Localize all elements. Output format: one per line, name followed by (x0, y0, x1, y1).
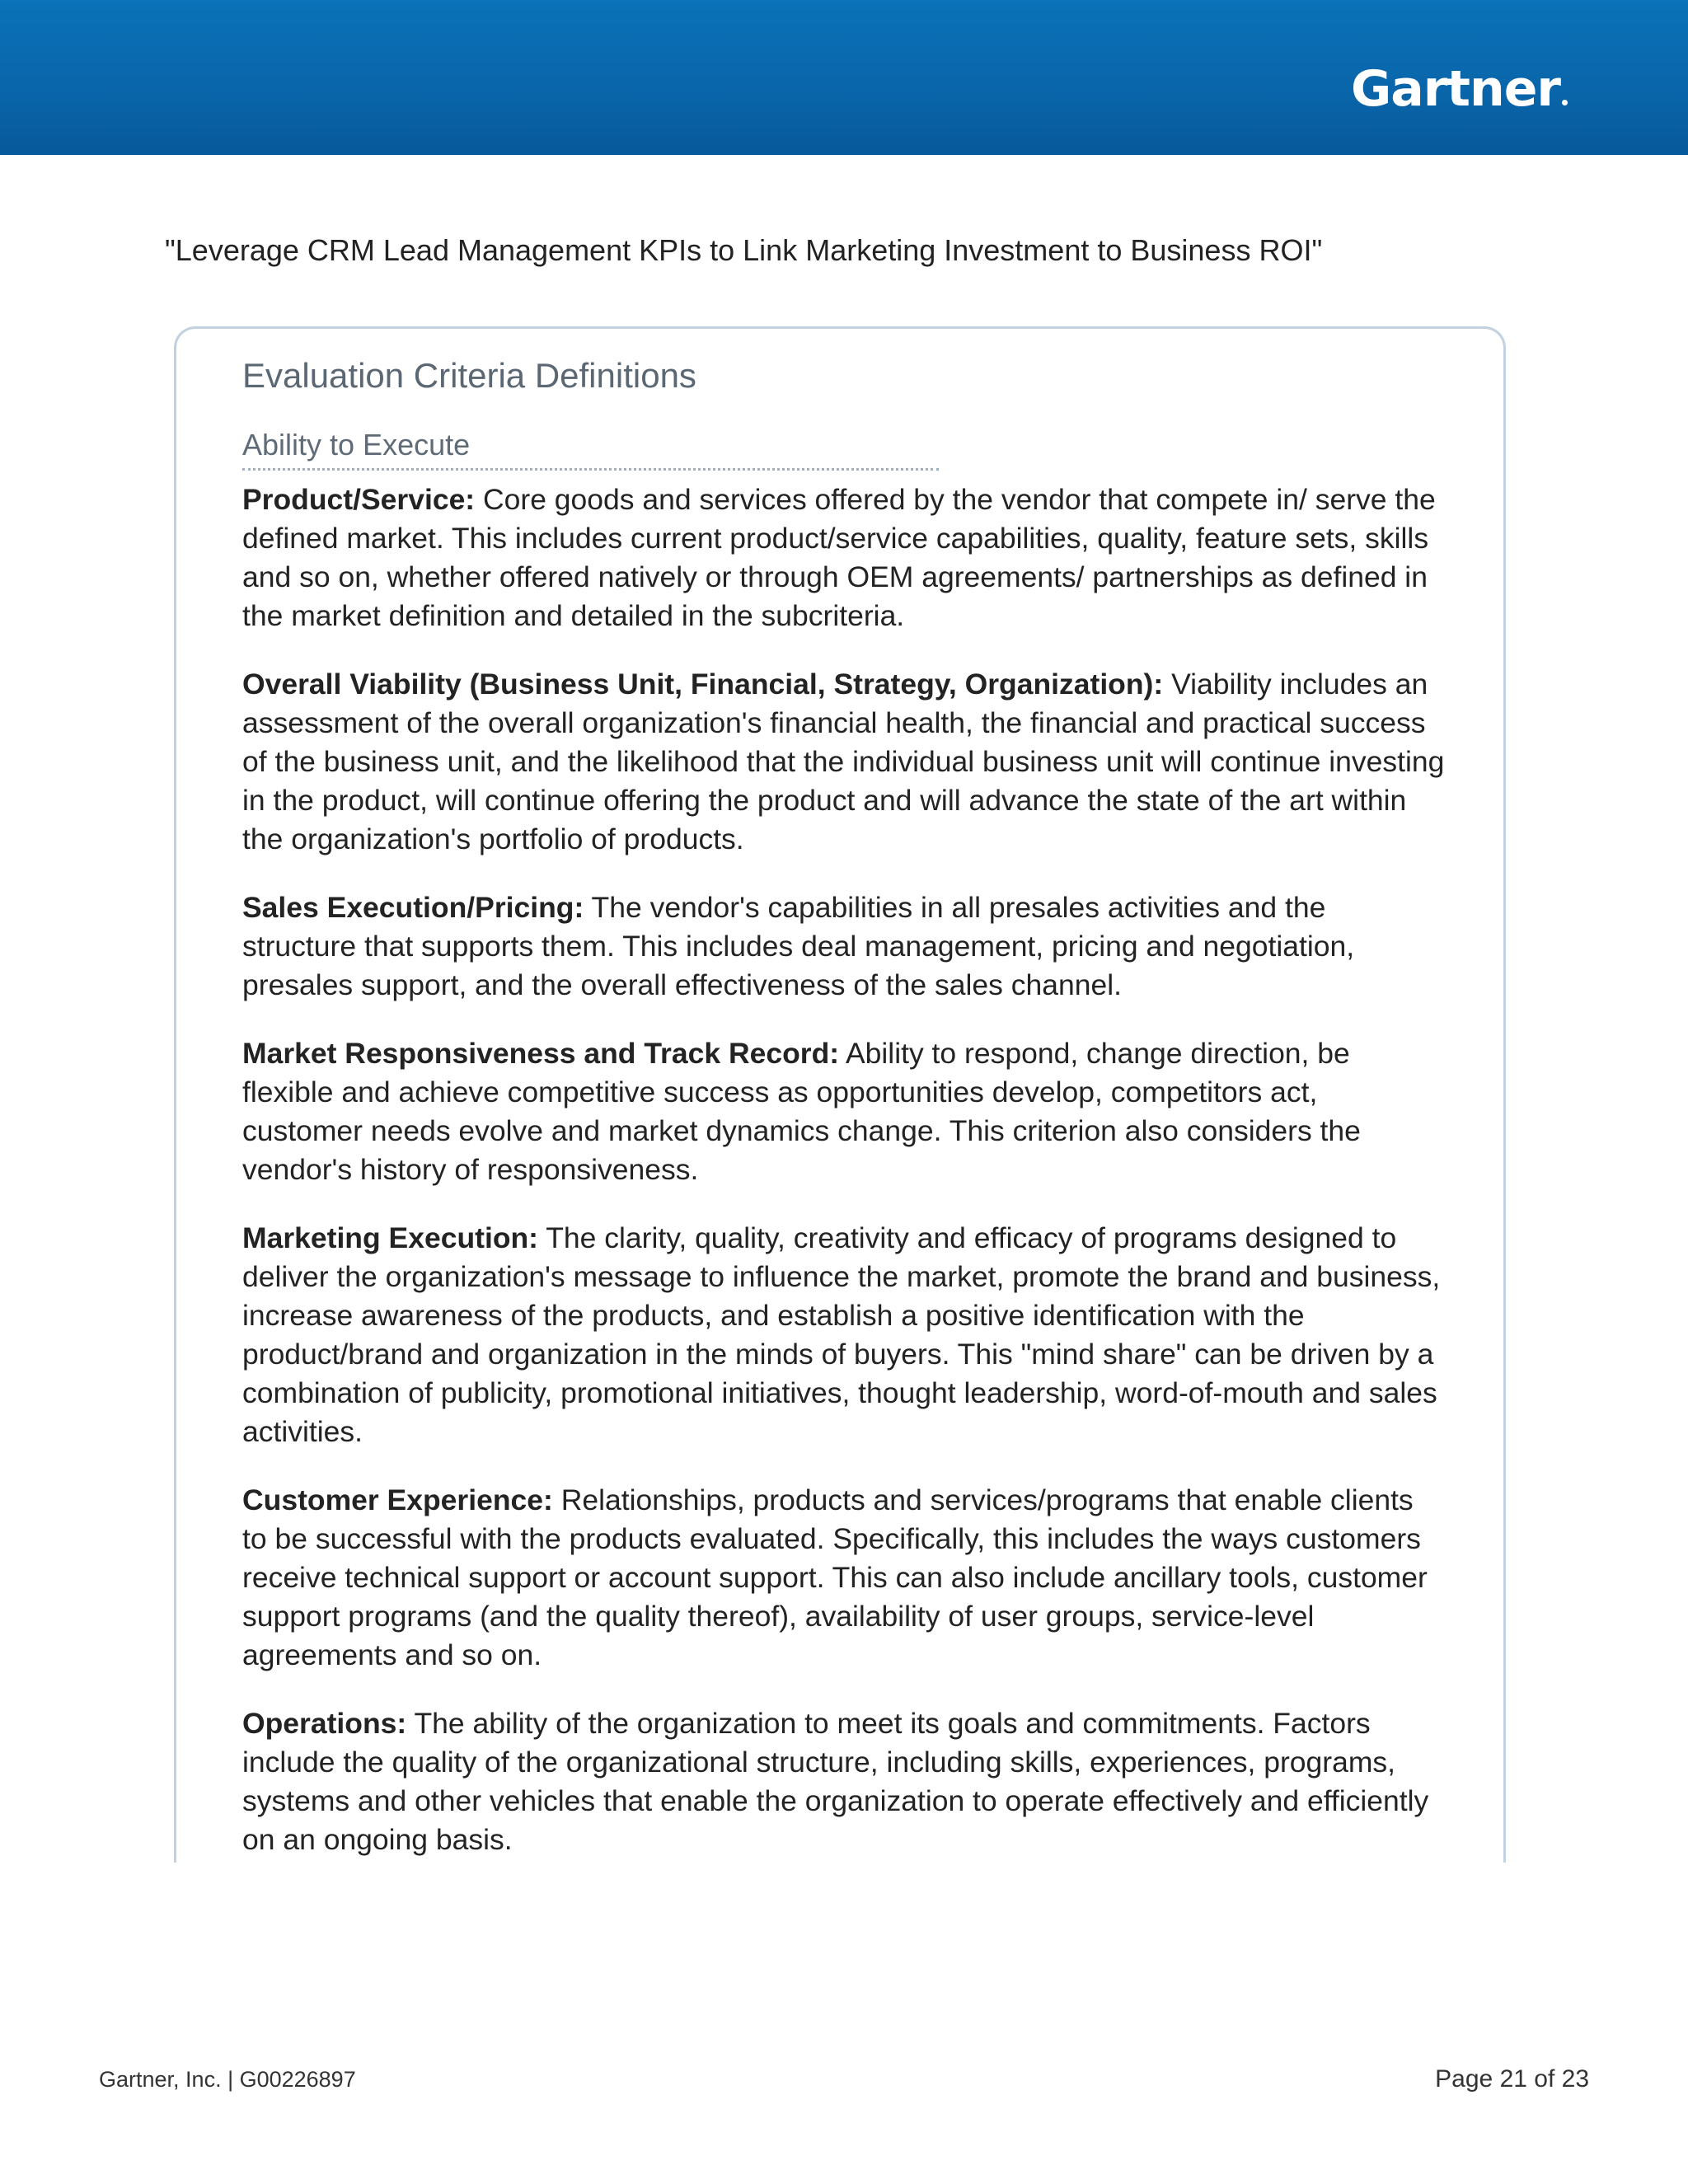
gartner-logo (1350, 60, 1568, 118)
criterion-customer-experience (242, 1481, 1446, 1675)
criterion-term: Marketing Execution: (242, 1221, 539, 1254)
criterion-text: The clarity, quality, creativity and efficacy of programs designed to deliver the organization's message to influence the market, promote the brand and business, increase awareness of the products, and establish a positive identification with the product/brand and organization in the minds of buyers. This "mind share" can be driven by a combination of publicity, promotional initiatives, thought leadership, word-of-mouth and sales activities. (242, 1221, 1441, 1448)
section-subheading: Ability to Execute (242, 427, 939, 471)
footer-document-id: Gartner, Inc. | G00226897 (99, 2067, 356, 2092)
criterion-term: Operations: (242, 1707, 407, 1740)
criterion-text: The ability of the organization to meet its goals and commitments. Factors include the quality of the organizational structure, including skills, experiences, programs, systems and other vehicles that enable the organization to operate effectively and efficiently on an ongoing basis. (242, 1707, 1429, 1856)
criterion-operations (242, 1704, 1446, 1859)
criterion-marketing-execution (242, 1219, 1446, 1451)
criterion-term: Sales Execution/Pricing: (242, 891, 584, 924)
document-title: "Leverage CRM Lead Management KPIs to Link Marketing Investment to Business ROI" (165, 233, 1323, 267)
criterion-term: Overall Viability (Business Unit, Financial, Strategy, Organization): (242, 668, 1164, 701)
panel-heading: Evaluation Criteria Definitions (242, 356, 696, 395)
criterion-market-responsiveness (242, 1034, 1446, 1189)
criterion-overall-viability (242, 665, 1446, 859)
criterion-sales-execution (242, 888, 1446, 1005)
header-bar (0, 0, 1688, 155)
logo-dot-icon (1562, 100, 1568, 105)
criterion-term: Market Responsiveness and Track Record: (242, 1037, 840, 1070)
criterion-term: Customer Experience: (242, 1483, 553, 1516)
criteria-list (242, 480, 1446, 1889)
criterion-text: Core goods and services offered by the vendor that compete in/ serve the defined market. This includes current product/service capabilities, quality, feature sets, skills and so on, whether offered natively or through OEM agreements/ partnerships as defined in the market definition and detailed in the subcriteria. (242, 483, 1436, 632)
criterion-product-service (242, 480, 1446, 635)
logo-text: Gartner (1350, 60, 1560, 118)
criterion-text: The vendor's capabilities in all presales activities and the structure that supports them. This includes deal management, pricing and negotiation, presales support, and the overall effectiveness of the sales channel. (242, 891, 1355, 1001)
criterion-text: Relationships, products and services/programs that enable clients to be successful with the products evaluated. Specifically, this includes the ways customers receive technical support or account support. This can also include ancillary tools, customer support programs (and the quality thereof), availability of user groups, service-level agreements and so on. (242, 1483, 1428, 1671)
criterion-term: Product/Service: (242, 483, 476, 516)
criterion-text: Ability to respond, change direction, be flexible and achieve competitive success as opportunities develop, competitors act, customer needs evolve and market dynamics change. This criterion also considers the vendor's history of responsiveness. (242, 1037, 1361, 1186)
footer-page-number: Page 21 of 23 (1435, 2065, 1589, 2093)
criterion-text: Viability includes an assessment of the overall organization's financial health, the financial and practical success of the business unit, and the likelihood that the individual business unit will continue investing in the product, will continue offering the product and will advance the state of the art within the organization's portfolio of products. (242, 668, 1445, 855)
